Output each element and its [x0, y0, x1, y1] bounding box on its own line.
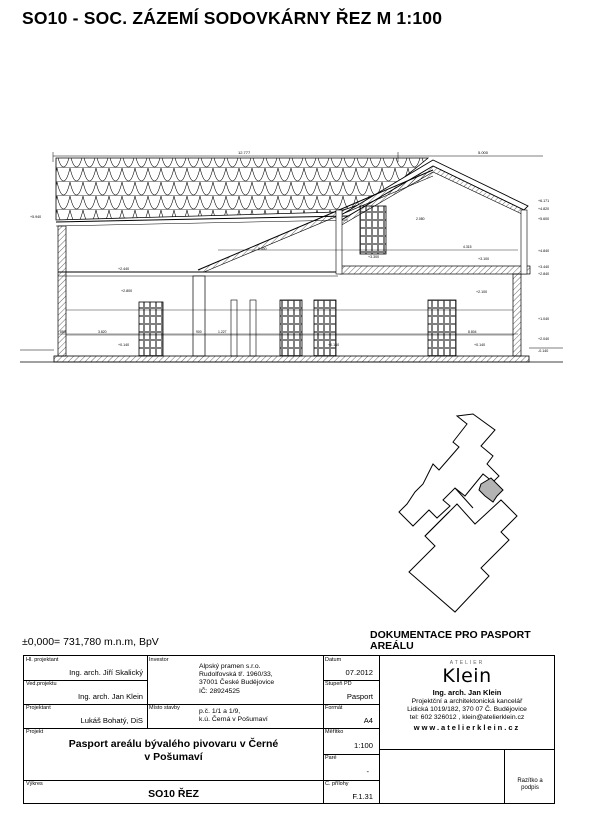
inner-dim: 8.804: [468, 330, 477, 334]
documentation-line-1: DOKUMENTACE PRO PASPORT: [370, 629, 531, 641]
level-mark: +5.600: [538, 217, 550, 221]
format-label: Formát: [325, 705, 343, 711]
level-mark: -0.140: [538, 349, 549, 353]
site-location-label: Místo stavby: [149, 705, 180, 711]
inner-dim: 3.820: [98, 330, 107, 334]
firm-line: Lidická 1019/182, 370 07 Č. Budějovice: [407, 706, 527, 713]
scale-value: 1:100: [353, 741, 373, 750]
level-mark: +0.140: [118, 343, 130, 347]
stamp-line: Razítko a: [517, 778, 543, 784]
level-mark: +4.820: [538, 207, 550, 211]
project-label: Projekt: [26, 729, 44, 735]
firm-line: tel: 602 326012 , klein@atelierklein.cz: [409, 714, 525, 721]
firm-logo: Klein: [442, 665, 492, 687]
date-label: Datum: [325, 657, 342, 663]
level-mark: +6.171: [538, 199, 550, 203]
stage-label: Stupeň PD: [325, 681, 352, 687]
drawing-name: SO10 ŘEZ: [148, 788, 199, 800]
scale-cell: [323, 728, 379, 754]
site-location-line: p.č. 1/1 a 1/9,: [199, 708, 241, 715]
firm-atelier-text: ATELIER: [449, 660, 485, 666]
date-value: 07.2012: [345, 668, 373, 677]
designer-cell: [24, 704, 147, 728]
level-mark: +1.040: [538, 317, 550, 321]
attachment-cell: [323, 780, 379, 804]
investor-line: Alpský pramen s.r.o.: [199, 663, 261, 670]
dim-top-2: 5.000: [478, 150, 489, 155]
attachment-label: Č. přílohy: [325, 781, 349, 787]
documentation-line-2: AREÁLU: [370, 640, 414, 652]
scale-label: Měřítko: [325, 729, 344, 735]
inner-dim: 880: [60, 330, 66, 334]
stamp-line: podpis: [521, 785, 539, 791]
project-cell: [24, 728, 323, 780]
level-mark: +2.840: [538, 272, 550, 276]
site-location-line: k.ú. Černá v Pošumaví: [199, 716, 268, 723]
stage-value: Pasport: [346, 692, 373, 701]
investor-address: [199, 663, 274, 696]
elevation-note: ±0,000= 731,780 m.n.m, BpV: [22, 636, 159, 648]
drawing-title: SO10 - SOC. ZÁZEMÍ SODOVKÁRNY ŘEZ M 1:100: [22, 8, 443, 28]
project-name: [24, 738, 323, 764]
chief-designer-value: Ing. arch. Jiří Skalický: [69, 668, 143, 677]
copies-label: Paré: [325, 755, 337, 761]
level-mark: +2.440: [118, 267, 130, 271]
date-cell: [323, 656, 379, 680]
chief-designer-label: Hl. projektant: [26, 657, 59, 663]
stamp-cell: [504, 778, 556, 804]
inner-dim: 1.227: [218, 330, 227, 334]
designer-value: Lukáš Bohatý, DiS: [80, 716, 143, 725]
firm-block: [379, 656, 555, 749]
section-drawing: [18, 140, 570, 370]
dim-top-1: 12.777: [238, 150, 251, 155]
inner-dim: 900: [196, 330, 202, 334]
attachment-value: F.1.31: [352, 792, 373, 801]
designer-label: Projektant: [26, 705, 51, 711]
copies-cell: [323, 754, 379, 780]
firm-contact: [379, 698, 555, 722]
level-mark: +3.440: [538, 265, 550, 269]
level-mark: +2.040: [538, 337, 550, 341]
chief-designer-cell: [24, 656, 147, 680]
site-location-cell: [147, 704, 323, 728]
firm-line: Projektční a architektonická kancelář: [411, 698, 523, 705]
project-lead-value: Ing. arch. Jan Klein: [77, 692, 143, 701]
investor-cell: [147, 656, 323, 704]
format-cell: [323, 704, 379, 728]
level-mark: +4.840: [538, 249, 550, 253]
firm-person: Ing. arch. Jan Klein: [432, 688, 502, 697]
documentation-label: [370, 630, 531, 652]
level-mark: +2.800: [121, 289, 133, 293]
stage-cell: [323, 680, 379, 704]
copies-value: -: [366, 767, 369, 776]
inner-dim: 8.400: [258, 247, 267, 251]
drawing-cell: [24, 780, 323, 804]
project-lead-cell: [24, 680, 147, 704]
site-plan: [395, 412, 545, 617]
level-mark: +3.100: [478, 257, 490, 261]
level-mark: +2.100: [476, 290, 488, 294]
firm-website: www.atelierklein.cz: [413, 723, 521, 732]
title-block: [23, 655, 555, 804]
project-name-line: v Pošumaví: [144, 751, 203, 763]
investor-label: Investor: [149, 657, 169, 663]
level-mark: +0.140: [474, 343, 486, 347]
investor-line: IČ: 28924525: [199, 687, 240, 695]
drawing-label: Výkres: [26, 781, 43, 787]
level-mark: +0.140: [328, 343, 340, 347]
level-mark: +3.300: [368, 255, 380, 259]
investor-line: 37001 České Budějovice: [199, 679, 275, 687]
format-value: A4: [363, 716, 373, 725]
project-name-line: Pasport areálu bývalého pivovaru v Černé: [68, 738, 279, 750]
site-location-value: [199, 708, 268, 724]
inner-dim: 2.080: [416, 217, 425, 221]
investor-line: Rudolfovská tř. 1960/33,: [199, 671, 273, 679]
inner-dim: 4.315: [463, 245, 472, 249]
level-mark: +5.940: [30, 215, 42, 219]
project-lead-label: Ved.projektu: [26, 681, 57, 687]
